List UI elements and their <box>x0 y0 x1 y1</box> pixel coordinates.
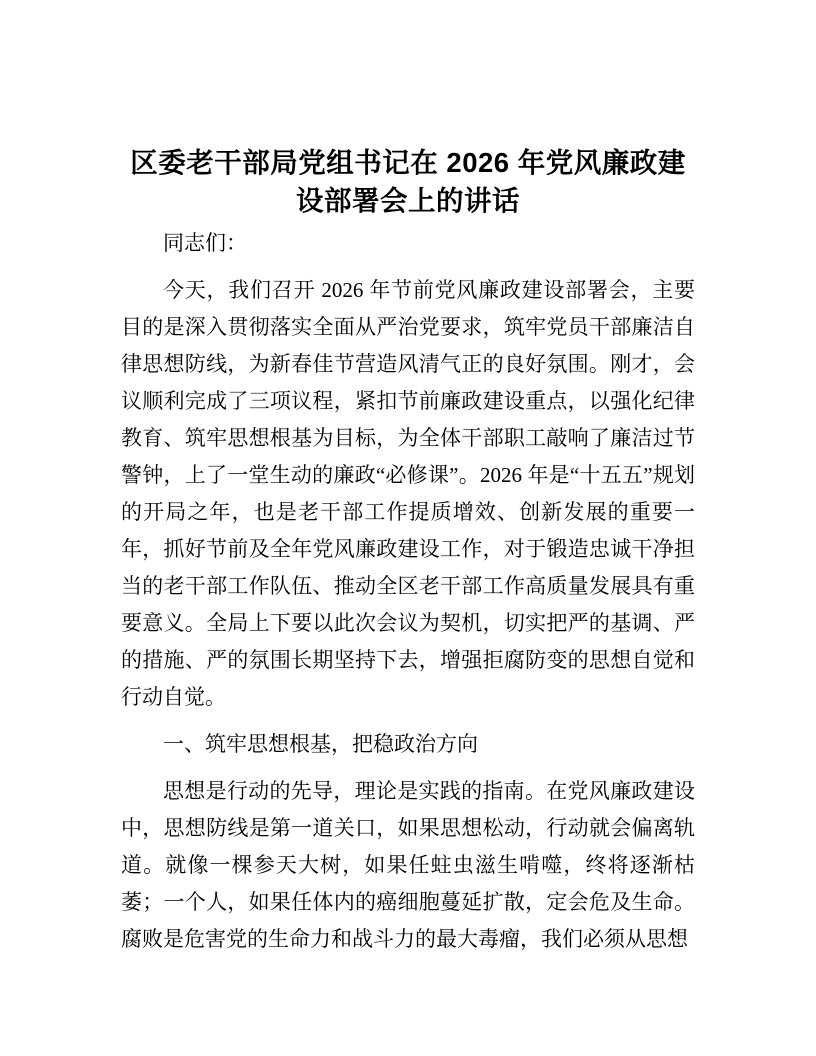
paragraphs-container <box>121 272 695 958</box>
paragraph: 今天，我们召开 2026 年节前党风廉政建设部署会，主要目的是深入贯彻落实全面从严治党要求，筑牢党员干部廉洁自律思想防线，为新春佳节营造风清气正的良好氛围。刚才，会议顺利完成了三项议程，紧扣节前廉政建设重点，以强化纪律教育、筑牢思想根基为目标，为全体干部职工敲响了廉洁过节警钟，上了一堂生动的廉政“必修课”。2026 年是“十五五”规划的开局之年，也是老干部工作提质增效、创新发展的重要一年，抓好节前及全年党风廉政建设工作，对于锻造忠诚干净担当的老干部工作队伍、推动全区老干部工作高质量发展具有重要意义。全局上下要以此次会议为契机，切实把严的基调、严的措施、严的氛围长期坚持下去，增强拒腐防变的思想自觉和行动自觉。 <box>121 278 695 709</box>
paragraph: 思想是行动的先导，理论是实践的指南。在党风廉政建设中，思想防线是第一道关口，如果思想松动，行动就会偏离轨道。就像一棵参天大树，如果任蛀虫滋生啃噬，终将逐渐枯萎；一个人，如果任体内的癌细胞蔓延扩散，定会危及生命。腐败是危害党的生命力和战斗力的最大毒瘤，我们必须从思想 <box>121 779 695 951</box>
document-title: 区委老干部局党组书记在 2026 年党风廉政建设部署会上的讲话 <box>130 147 686 216</box>
salutation: 同志们： <box>163 231 247 255</box>
document-body <box>121 225 695 958</box>
section-heading: 一、筑牢思想根基，把稳政治方向 <box>163 732 478 756</box>
